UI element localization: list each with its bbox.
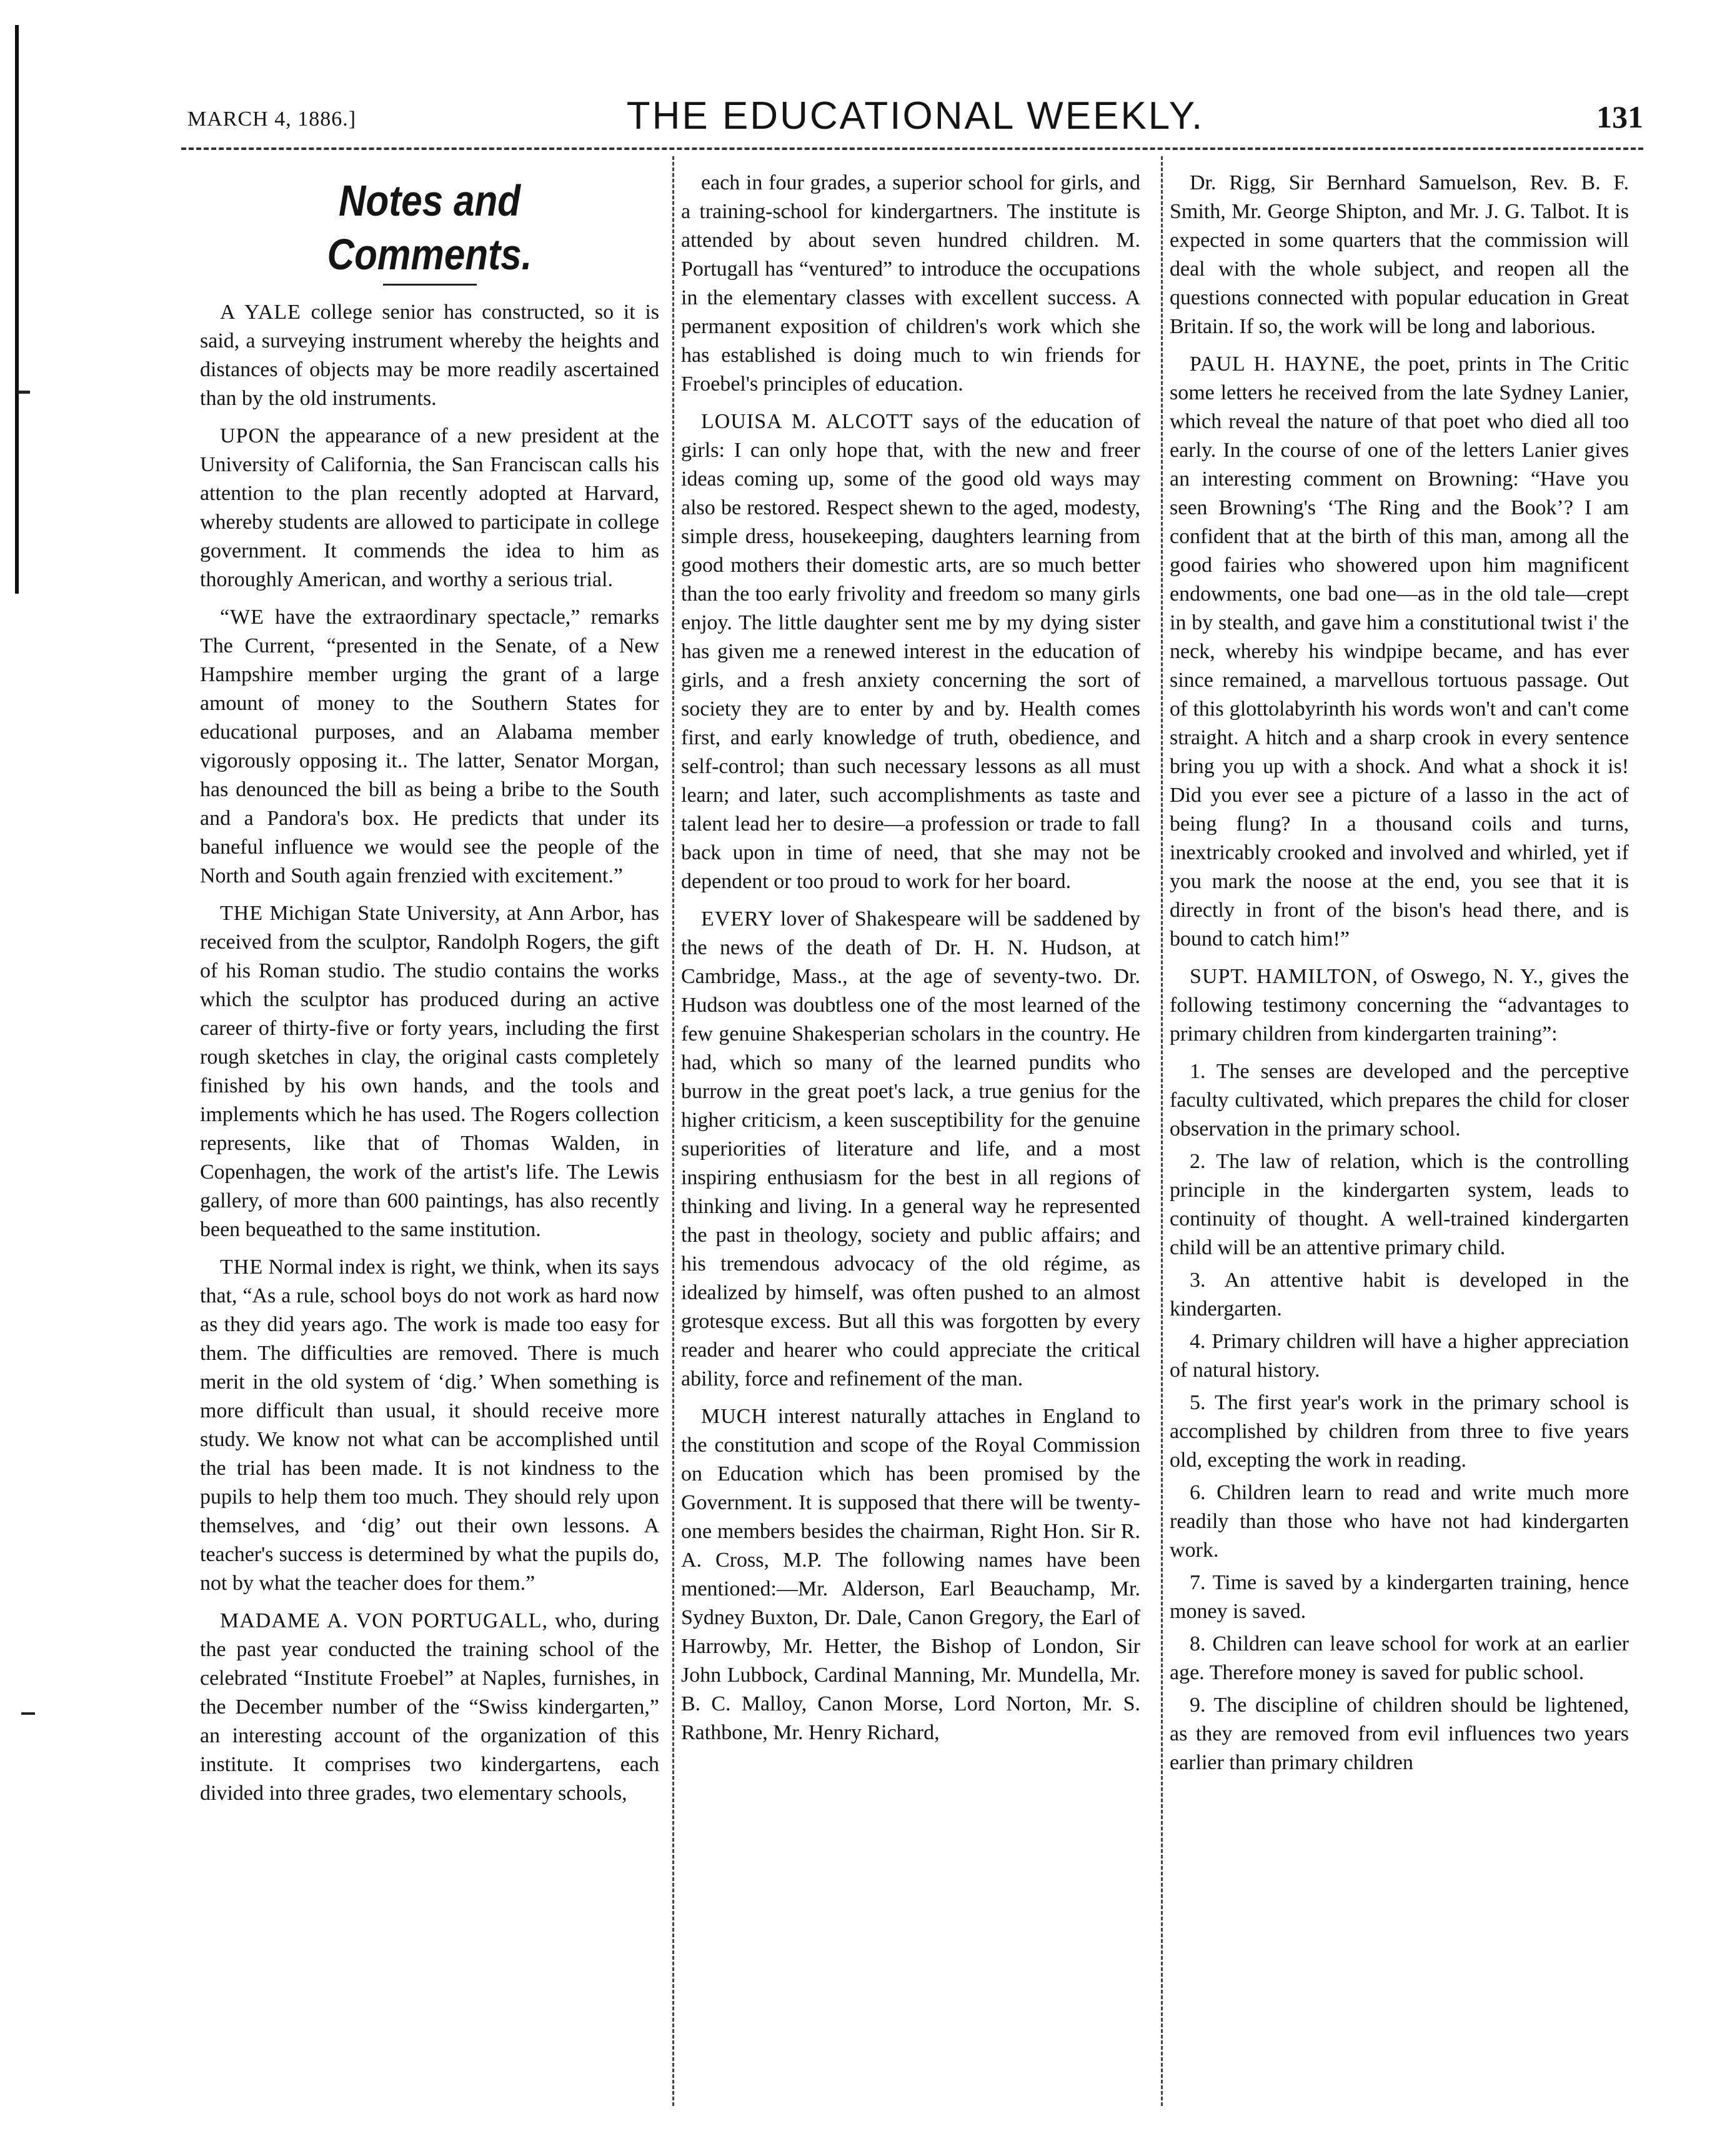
testimony-list — [1170, 1057, 1629, 1777]
paragraph-lead: PAUL H. HAYNE, — [1190, 352, 1366, 376]
list-item: 5. The first year's work in the primary school is accomplished by children from three to five years old, excepting the work in reading. — [1170, 1391, 1629, 1472]
paragraph-text: the appearance of a new president at the University of California, the San Franciscan calls his attention to the plan recently adopted at Harvard, whereby students are allowed to participate in college government. It commends the idea to him as thoroughly American, and worthy a serious trial. — [200, 424, 659, 591]
article-paragraph — [1170, 169, 1629, 341]
journal-title: THE EDUCATIONAL WEEKLY. — [626, 94, 1205, 137]
paragraph-lead: MUCH — [701, 1405, 768, 1428]
article-paragraph — [681, 407, 1140, 896]
article-paragraph — [200, 298, 659, 413]
paragraph-lead: THE — [220, 902, 264, 925]
list-item: 4. Primary children will have a higher appreciation of natural history. — [1170, 1330, 1629, 1382]
margin-tick-mark — [21, 1712, 35, 1715]
column-divider — [1161, 156, 1163, 2106]
paragraph-text: says of the education of girls: I can only hope that, with the new and freer ideas coming up, some of the good old ways may also be restored. Respect shewn to the aged, modesty, simple dress, housekeeping, daughters learning from good mothers their domestic arts, are so much better than the too early frivolity and freedom so many girls enjoy. The little daughter sent me by my dying sister has given me a renewed interest in the education of girls, and a fresh anxiety concerning the sort of society they are to enter by and by. Health comes first, and early knowledge of truth, obedience, and self-control; than such necessary lessons as all must learn; and later, such accomplishments as taste and talent lead her to desire—a profession or trade to fall back upon in time of need, that she may not be dependent or too proud to work for her board. — [681, 410, 1141, 893]
list-item: 2. The law of relation, which is the controlling principle in the kindergarten system, leads to continuity of thought. A well-trained kindergarten child will be an attentive primary child. — [1170, 1150, 1629, 1259]
article-paragraph — [1170, 962, 1629, 1049]
article-paragraph — [200, 1253, 659, 1598]
page-header — [187, 94, 1643, 141]
paragraph-text: Normal index is right, we think, when its says that, “As a rule, school boys do not work as hard now as they did years ago. The work is made too easy for them. The difficulties are removed. There is much merit in the old system of ‘dig.’ When something is more difficult than usual, it should receive more study. We know not what can be accomplished until the trial has been made. It is not kindness to the pupils to help them too much. They should rely upon themselves, and ‘dig’ out their own lessons. A teacher's success is determined by what the pupils do, not by what the teacher does for them.” — [200, 1255, 659, 1595]
list-item: 3. An attentive habit is developed in the kindergarten. — [1170, 1269, 1629, 1320]
margin-binding-rule — [15, 25, 19, 594]
paragraph-text: Dr. Rigg, Sir Bernhard Samuelson, Rev. B. F. Smith, Mr. George Shipton, and Mr. J. G. Talbot. It is expected in some quarters that the commission will deal with the whole subject, and reopen all the questions connected with popular education in Great Britain. If so, the work will be long and laborious. — [1170, 171, 1629, 338]
margin-tick-mark — [17, 391, 30, 394]
list-item: 6. Children learn to read and write much more readily than those who have not had kindergarten work. — [1170, 1481, 1629, 1562]
article-paragraph — [200, 422, 659, 594]
article-paragraph — [1170, 350, 1629, 954]
paragraph-lead: SUPT. HAMILTON, — [1190, 965, 1378, 988]
issue-date: MARCH 4, 1886.] — [187, 107, 357, 131]
paragraph-lead: EVERY — [701, 907, 774, 931]
section-title: Notes and Comments. — [327, 176, 532, 279]
article-paragraph — [681, 1402, 1140, 1747]
article-paragraph — [200, 899, 659, 1244]
column-2 — [681, 169, 1140, 1756]
page-number: 131 — [1596, 99, 1643, 134]
paragraph-lead: LOUISA M. ALCOTT — [701, 410, 913, 433]
paragraph-text: the poet, prints in The Critic some letters he received from the late Sydney Lanier, which reveal the nature of that poet who died all too early. In the course of one of the letters Lanier gives an interesting comment on Browning: “Have you seen Browning's ‘The Ring and the Book’? I am confident that at the birth of this man, among all the good fairies who showered upon him magnificent endowments, one bad one—as in the old tale—crept in by stealth, and gave him a constitutional twist i' the neck, whereby his windpipe became, and has ever since remained, a marvellous tortuous passage. Out of this glottolabyrinth his words won't and can't come straight. A hitch and a sharp crook in every sentence bring you up with a shock. And what a shock it is! Did you ever see a picture of a lasso in the act of being flung? In a thousand coils and turns, inextricably crooked and involved and whirled, yet if you mark the noose at the end, you see that it is directly in front of the bison's head there, and is bound to catch him!” — [1170, 352, 1629, 951]
column-divider — [672, 156, 674, 2106]
paragraph-lead: A YALE — [220, 301, 301, 324]
paragraph-lead: THE — [220, 1255, 264, 1279]
list-item: 9. The discipline of children should be lightened, as they are removed from evil influences two years earlier than primary children — [1170, 1694, 1629, 1774]
paragraph-text: have the extraordinary spectacle,” remarks The Current, “presented in the Senate, of a New Hampshire member urging the grant of a large amount of money to the Southern States for educational purposes, and an Alabama member vigorously opposing it.. The latter, Senator Morgan, has denounced the bill as being a bribe to the South and a Pandora's box. He predicts that under its baneful influence we would see the people of the North and South again frenzied with excitement.” — [200, 606, 659, 887]
list-item: 7. Time is saved by a kindergarten training, hence money is saved. — [1170, 1571, 1629, 1623]
paragraph-text: who, during the past year conducted the training school of the celebrated “Institute Froebel” at Naples, furnishes, in the December number of the “Swiss kindergarten,” an interesting account of the organization of this institute. It comprises two kindergartens, each divided into three grades, two elementary schools, — [200, 1609, 660, 1805]
article-paragraph — [681, 905, 1140, 1394]
article-paragraph — [200, 603, 659, 891]
paragraph-text: each in four grades, a superior school for girls, and a training-school for kindergartners. The institute is attended by about seven hundred children. M. Portugall has “ventured” to introduce the occupations in the elementary classes with excellent success. A permanent exposition of children's work which she has established is doing much to win friends for Froebel's principles of education. — [681, 171, 1140, 396]
paragraph-lead: UPON — [220, 424, 281, 447]
list-item: 1. The senses are developed and the perceptive faculty cultivated, which prepares the child for closer observation in the primary school. — [1170, 1060, 1629, 1140]
paragraph-lead: MADAME A. VON PORTUGALL, — [220, 1609, 548, 1632]
paragraph-lead: “WE — [220, 606, 264, 629]
section-title-rule — [383, 284, 477, 286]
paragraph-text: of Oswego, N. Y., gives the following testimony concerning the “advantages to primary children from kindergarten training”: — [1170, 965, 1630, 1046]
article-paragraph — [681, 169, 1140, 399]
column-1 — [200, 174, 659, 1817]
article-paragraph — [200, 1607, 659, 1808]
paragraph-text: college senior has constructed, so it is said, a surveying instrument whereby the heights and distances of objects may be more readily ascertained than by the old instruments. — [200, 301, 659, 410]
header-rule — [181, 147, 1643, 150]
list-item: 8. Children can leave school for work at an earlier age. Therefore money is saved for public school. — [1170, 1632, 1629, 1684]
paragraph-text: Michigan State University, at Ann Arbor, has received from the sculptor, Randolph Rogers, the gift of his Roman studio. The studio contains the works which the sculptor has produced during an active career of thirty-five or forty years, including the first rough sketches in clay, the original casts completely finished by his own hands, and the tools and implements which he has used. The Rogers collection represents, like that of Thomas Walden, in Copenhagen, the work of the artist's life. The Lewis gallery, of more than 600 paintings, has also recently been bequeathed to the same institution. — [200, 902, 660, 1241]
paragraph-text: lover of Shakespeare will be saddened by the news of the death of Dr. H. N. Hudson, at Cambridge, Mass., at the age of seventy-two. Dr. Hudson was doubtless one of the most learned of the few genuine Shakesperian scholars in the country. He had, which so many of the learned pundits who burrow in the great poet's lack, a true genius for the higher criticism, a keen susceptibility for the genuine superiorities of literature and life, and a most inspiring enthusiasm for the best in all regions of thinking and living. In a general way he represented the past in theology, society and public affairs; and his tremendous advocacy of the old régime, as idealized by himself, was often pushed to an almost grotesque excess. But all this was forgotten by every reader and hearer who could appreciate the critical ability, force and refinement of the man. — [681, 907, 1140, 1390]
paragraph-text: interest naturally attaches in England to the constitution and scope of the Royal Commission on Education which has been promised by the Government. It is supposed that there will be twenty-one members besides the chairman, Right Hon. Sir R. A. Cross, M.P. The following names have been mentioned:—Mr. Alderson, Earl Beauchamp, Mr. Sydney Buxton, Dr. Dale, Canon Gregory, the Earl of Harrowby, Mr. Hetter, the Bishop of London, Sir John Lubbock, Cardinal Manning, Mr. Mundella, Mr. B. C. Malloy, Canon Morse, Lord Norton, Mr. S. Rathbone, Mr. Henry Richard, — [681, 1405, 1141, 1744]
column-3 — [1170, 169, 1629, 1781]
